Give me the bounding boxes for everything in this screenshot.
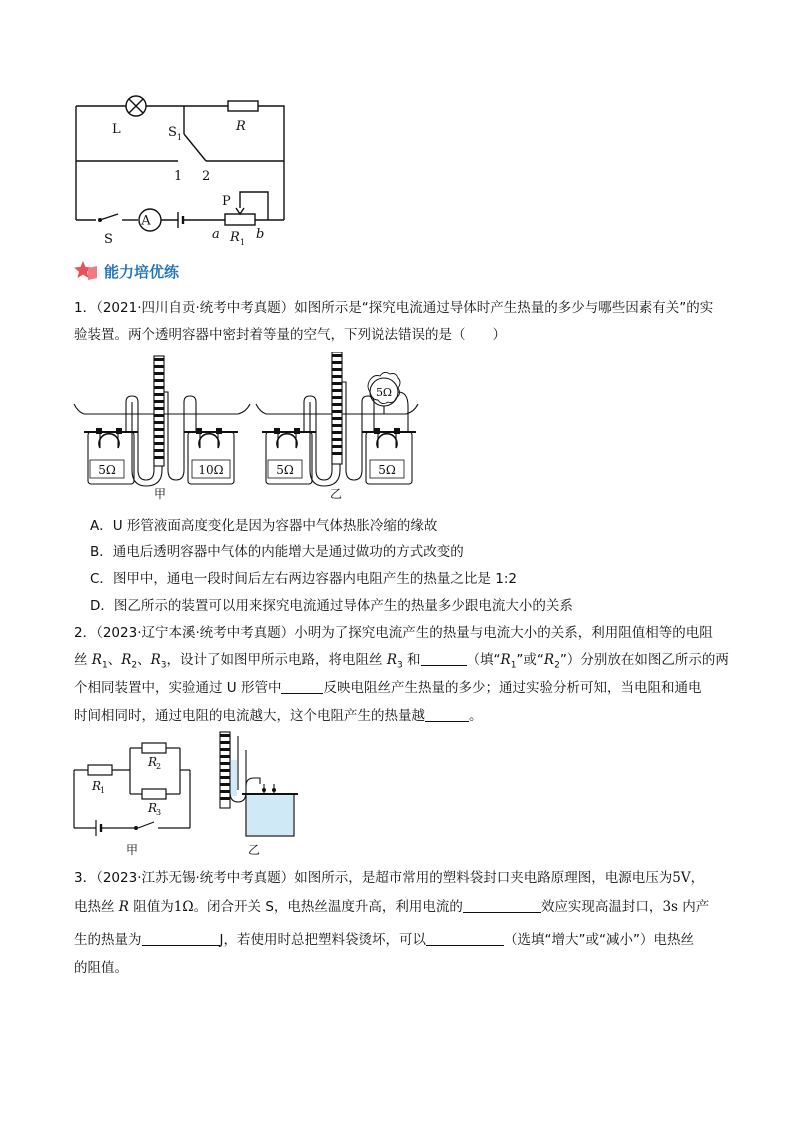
q1-stem-2: 验装置。两个透明容器中密封着等量的空气，下列说法错误的是（ ） — [74, 327, 506, 343]
q2-r1-label: R — [92, 779, 102, 793]
q2-r3-sub: 3 — [156, 808, 162, 817]
end-b-label: b — [256, 227, 265, 242]
switch-s1-label: S — [168, 125, 177, 140]
q1-jia-caption: 甲 — [153, 487, 167, 501]
slider-p-label: P — [222, 194, 231, 209]
q2-r1-sub: 1 — [100, 786, 106, 795]
q1-yi-right-resistor: 5Ω — [378, 463, 396, 477]
terminal-1-label: 1 — [174, 169, 183, 184]
q3-line-1: 3．（2023·江苏无锡·统考中考真题）如图所示，是超市常用的塑料袋封口夹电路原理图，电源电压为5V， — [74, 870, 705, 886]
q2-r3-label: R — [148, 801, 158, 815]
q3-line-3: 生的热量为 J，若使用时总把塑料袋烫坏，可以 （选填“增大”或“减小”）电热丝 — [74, 932, 694, 948]
switch-s1-sub: 1 — [177, 133, 183, 142]
q1-option-c: C．图甲中，通电一段时间后左右两边容器内电阻产生的热量之比是 1:2 — [90, 571, 517, 587]
q1-option-d: D．图乙所示的装置可以用来探究电流通过导体产生的热量多少跟电流大小的关系 — [90, 598, 573, 614]
q1-yi-caption: 乙 — [329, 487, 343, 501]
circuit-diagram-top — [60, 88, 300, 248]
q2-r2-sub: 2 — [156, 762, 162, 771]
q3-line-4: 的阻值。 — [74, 960, 128, 976]
q2-yi-caption: 乙 — [247, 843, 261, 857]
q2-line-1: 2．（2023·辽宁本溪·统考中考真题）小明为了探究电流产生的热量与电流大小的关系，利用阻值相等的电阻 — [74, 625, 713, 641]
q1-jia-left-resistor: 5Ω — [98, 463, 116, 477]
q1-option-a: A．U 形管液面高度变化是因为容器中气体热胀冷缩的缘故 — [90, 518, 438, 534]
q2-blank-1[interactable] — [421, 664, 467, 666]
q1-line-1 — [74, 296, 713, 316]
q2-line-2: 丝 $R_1$、$R_2$、$R_3$，设计了如图甲所示电路，将电阻丝 $R_3$ 和 （填“$R_1$”或“$R_2$”）分别放在如图乙所示的两 — [74, 652, 729, 671]
q1-source: （2021·四川自贡·统考中考真题） — [96, 300, 295, 316]
star-book-icon — [74, 260, 98, 282]
ammeter-label: A — [141, 213, 151, 229]
q2-line-4: 时间相同时，通过电阻的电流越大，这个电阻产生的热量越 。 — [74, 708, 483, 724]
q2-blank-3[interactable] — [425, 720, 469, 722]
q2-line-3: 个相同装置中，实验通过 U 形管中 反映电阻丝产生热量的多少；通过实验分析可知，当电阻和通电 — [74, 680, 702, 696]
q2-figure — [68, 730, 308, 860]
q1-option-b: B．通电后透明容器中气体的内能增大是通过做功的方式改变的 — [90, 544, 464, 560]
q2-jia-caption: 甲 — [125, 843, 139, 857]
q3-line-2: 电热丝 R 阻值为1Ω。闭合开关 S，电热丝温度升高，利用电流的 效应实现高温封口，3s 内产 — [74, 899, 710, 915]
q1-jia-right-resistor: 10Ω — [198, 463, 224, 477]
q1-figure — [70, 352, 430, 502]
lamp-label: L — [112, 122, 121, 137]
rheostat-sub: 1 — [240, 238, 246, 247]
q1-stem-1: 如图所示是“探究电流通过导体时产生热量的多少与哪些因素有关”的实 — [294, 300, 714, 316]
end-a-label: a — [212, 227, 220, 242]
resistor-r-label: R — [236, 119, 246, 134]
q1-number: 1． — [74, 300, 97, 316]
q2-blank-2[interactable] — [281, 692, 323, 694]
q3-blank-2[interactable] — [142, 944, 220, 946]
q2-r2-label: R — [148, 755, 158, 769]
rheostat-label: R — [230, 230, 240, 245]
section-title: 能力培优练 — [104, 262, 180, 281]
q1-yi-external-resistor: 5Ω — [375, 386, 393, 399]
q3-blank-1[interactable] — [463, 911, 541, 913]
terminal-2-label: 2 — [202, 169, 211, 184]
switch-s-label: S — [104, 232, 113, 247]
q1-yi-left-resistor: 5Ω — [276, 463, 294, 477]
q3-blank-3[interactable] — [426, 944, 504, 946]
section-header — [74, 258, 179, 284]
